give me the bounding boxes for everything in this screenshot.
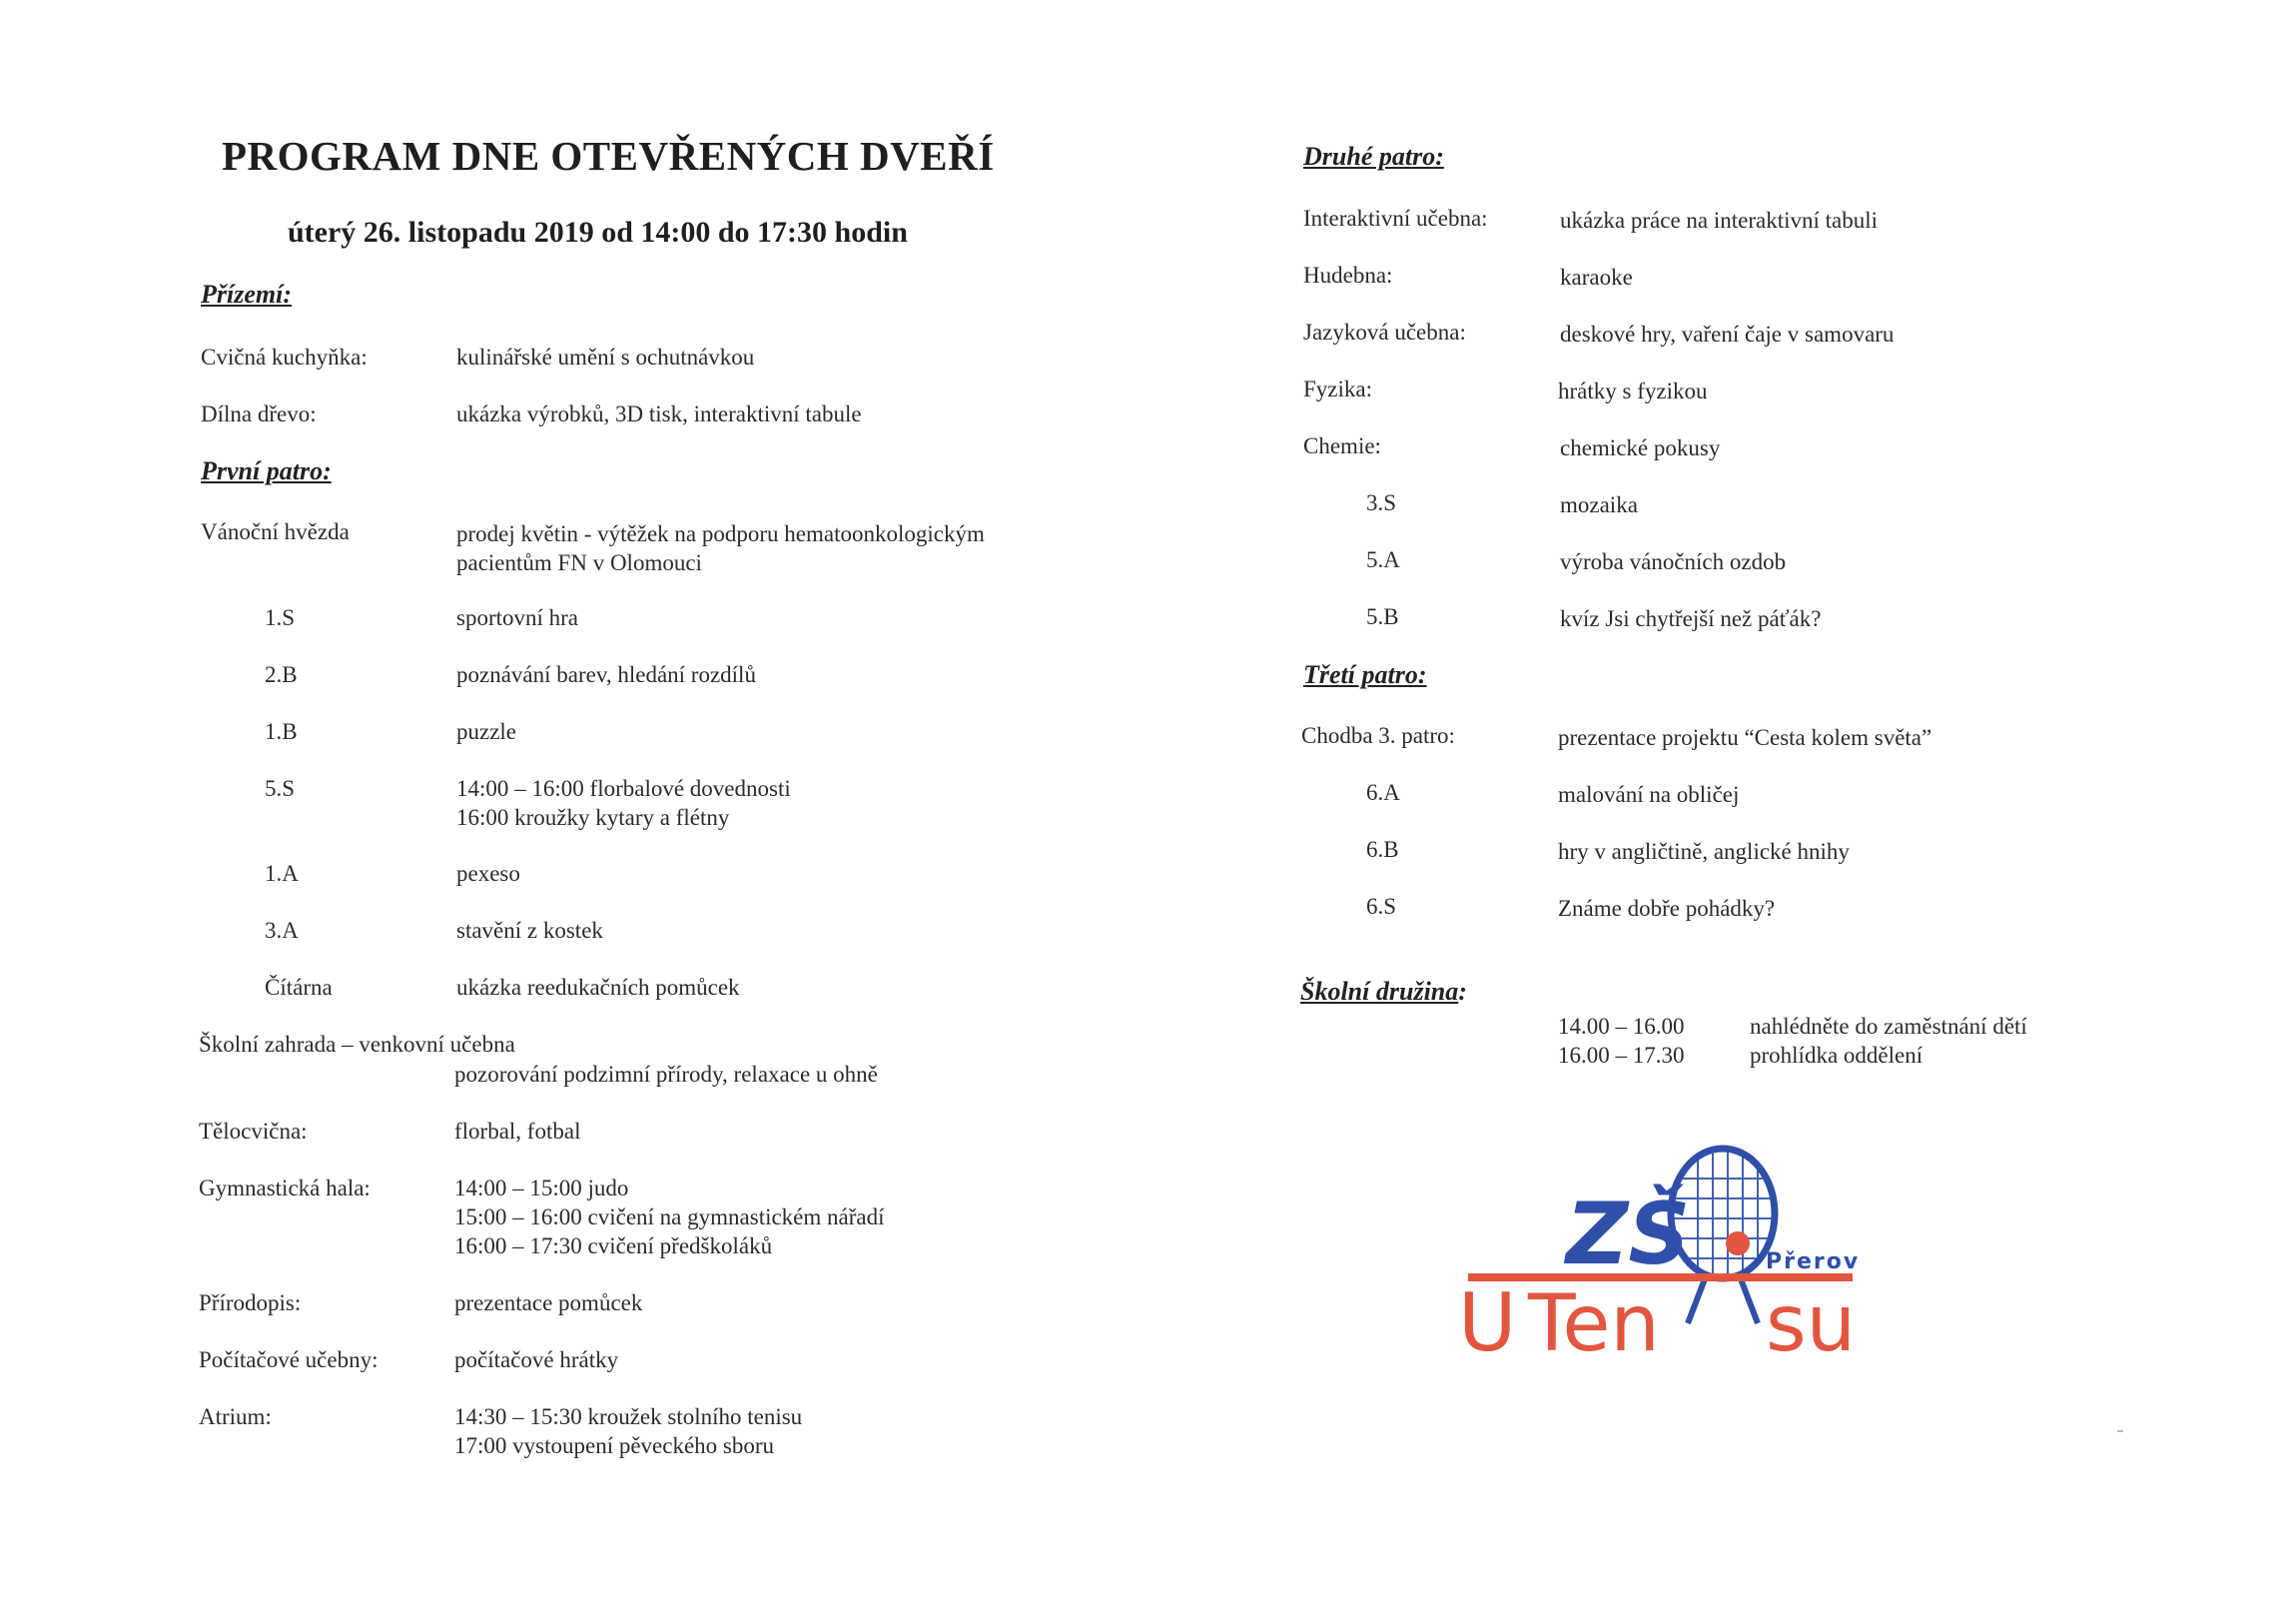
druzina-text: prohlídka oddělení — [1750, 1043, 1923, 1068]
row-value: prodej květin - výtěžek na podporu hematoonkologickým pacientům FN v Olomouci — [456, 521, 985, 575]
row-label: Přírodopis: — [199, 1290, 302, 1315]
tennis-ball-icon — [1726, 1231, 1750, 1255]
row-value: sportovní hra — [456, 605, 579, 630]
row-label: Hudebna: — [1303, 263, 1393, 288]
section-heading-prvni: První patro: — [201, 456, 332, 485]
row-value: deskové hry, vaření čaje v samovaru — [1560, 322, 1895, 347]
row-label: 1.S — [265, 605, 296, 630]
row-label: Jazyková učebna: — [1303, 320, 1466, 345]
row-label: Cvičná kuchyňka: — [201, 345, 368, 370]
logo-name-u: U — [1458, 1276, 1517, 1369]
section-heading-treti: Třetí patro: — [1303, 660, 1427, 689]
row-label: 6.S — [1366, 894, 1397, 919]
row-value: 14:00 – 15:00 judo 15:00 – 16:00 cvičení na gymnastickém nářadí 16:00 – 17:30 cvičení předškoláků — [454, 1176, 885, 1258]
school-logo — [1448, 1139, 1868, 1388]
row-label: 6.A — [1366, 780, 1400, 805]
row-label: 2.B — [265, 662, 298, 687]
row-value: počítačové hrátky — [454, 1347, 619, 1372]
row-value: karaoke — [1560, 265, 1633, 290]
row-label: 1.B — [265, 719, 298, 744]
scan-mark — [2117, 1430, 2123, 1432]
row-value: ukázka práce na interaktivní tabuli — [1560, 208, 1879, 233]
row-label: Vánoční hvězda — [201, 519, 350, 544]
row-label: Počítačové učebny: — [199, 1347, 379, 1372]
row-label: Chemie: — [1303, 433, 1381, 458]
row-value: hry v angličtině, anglické hnihy — [1558, 839, 1850, 864]
section-heading-prizemi: Přízemí: — [201, 280, 292, 309]
section-heading-druzina: Školní družina: — [1300, 977, 1467, 1006]
row-label: Interaktivní učebna: — [1303, 206, 1488, 231]
druzina-time: 14.00 – 16.00 — [1558, 1014, 1685, 1039]
row-value: florbal, fotbal — [454, 1119, 581, 1144]
section-heading-druhe: Druhé patro: — [1303, 142, 1444, 171]
row-label: Chodba 3. patro: — [1301, 723, 1455, 748]
row-label: 5.B — [1366, 604, 1399, 629]
row-label: 3.A — [265, 918, 299, 943]
row-value: kulinářské umění s ochutnávkou — [456, 345, 755, 370]
row-label: 6.B — [1366, 837, 1399, 862]
druzina-time: 16.00 – 17.30 — [1558, 1043, 1685, 1068]
row-label: 1.A — [265, 861, 299, 886]
row-value: hrátky s fyzikou — [1558, 379, 1708, 403]
row-value: poznávání barev, hledání rozdílů — [456, 662, 756, 687]
row-value: mozaika — [1560, 492, 1638, 517]
row-label: Fyzika: — [1303, 377, 1372, 401]
logo-name-su: su — [1766, 1279, 1857, 1369]
row-value: prezentace projektu “Cesta kolem světa” — [1558, 725, 1932, 750]
row-label: 5.A — [1366, 547, 1400, 572]
row-value: výroba vánočních ozdob — [1560, 549, 1787, 574]
row-value: Známe dobře pohádky? — [1558, 896, 1776, 921]
row-label: Dílna dřevo: — [201, 401, 317, 426]
row-label: Gymnastická hala: — [199, 1176, 371, 1200]
row-label: Školní zahrada – venkovní učebna — [199, 1032, 515, 1057]
row-value: ukázka reedukačních pomůcek — [456, 975, 740, 1000]
row-value: kvíz Jsi chytřejší než páťák? — [1560, 606, 1822, 631]
row-value: malování na obličej — [1558, 782, 1740, 807]
row-value: pexeso — [456, 861, 520, 886]
row-label: Tělocvična: — [199, 1119, 308, 1144]
row-value: prezentace pomůcek — [454, 1290, 643, 1315]
row-label: 5.S — [265, 776, 296, 801]
logo-town: Přerov — [1766, 1249, 1861, 1274]
row-value: 14:00 – 16:00 florbalové dovednosti 16:00 kroužky kytary a flétny — [456, 776, 791, 830]
row-value: puzzle — [456, 719, 517, 744]
row-value: 14:30 – 15:30 kroužek stolního tenisu 17:00 vystoupení pěveckého sboru — [454, 1404, 803, 1458]
row-label: Čítárna — [265, 975, 333, 1000]
logo-zs: ZŠ — [1566, 1185, 1691, 1284]
row-label: Atrium: — [199, 1404, 272, 1429]
row-value: chemické pokusy — [1560, 435, 1721, 460]
druzina-text: nahlédněte do zaměstnání dětí — [1750, 1014, 2027, 1039]
row-value: stavění z kostek — [456, 918, 603, 943]
row-value: ukázka výrobků, 3D tisk, interaktivní tabule — [456, 401, 862, 426]
page-subtitle: úterý 26. listopadu 2019 od 14:00 do 17:30 hodin — [288, 216, 908, 249]
page-title: PROGRAM DNE OTEVŘENÝCH DVEŘÍ — [222, 133, 995, 179]
logo-name-ten: Ten — [1528, 1279, 1660, 1369]
row-value: pozorování podzimní přírody, relaxace u ohně — [454, 1062, 878, 1087]
row-label: 3.S — [1366, 490, 1397, 515]
